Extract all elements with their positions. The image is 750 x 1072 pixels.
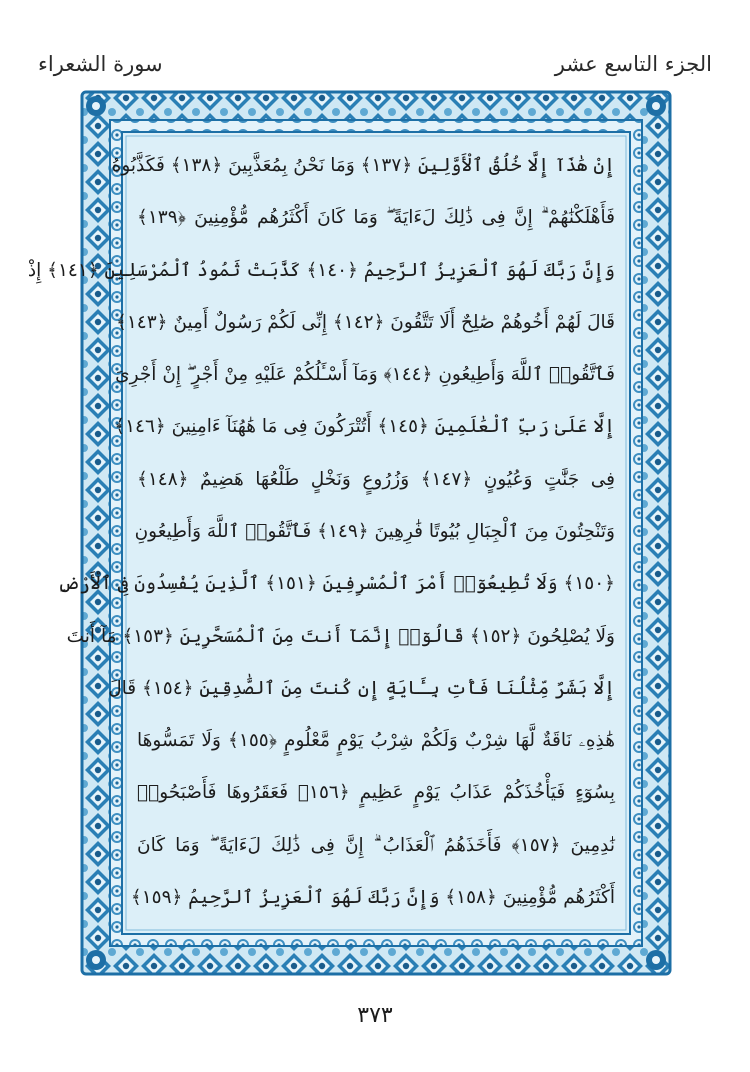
- text-line: قَالَ لَهُمْ أَخُوهُمْ صَٰلِحٌ أَلَا تَتَّقُونَ ﴿١٤٢﴾ إِنِّى لَكُمْ رَسُولٌ أَمِينٌ ﴿١٤٣﴾: [116, 311, 615, 333]
- text-line: إِلَّا بَشَرٌ مِّثْلُنَا فَأْتِ بِـَٔايَةٍ إِن كُنتَ مِنَ ٱلصَّٰدِقِينَ ﴿١٥٤﴾ قَالَ: [108, 677, 615, 699]
- text-line: نَٰدِمِينَ ﴿١٥٧﴾ فَأَخَذَهُمُ ٱلْعَذَابُ ۗ إِنَّ فِى ذَٰلِكَ لَءَايَةً ۖ وَمَا كَانَ: [137, 834, 615, 856]
- text-line: بِسُوٓءٍ فَيَأْخُذَكُمْ عَذَابُ يَوْمٍ عَظِيمٍ ﴿١٥٦﴾ فَعَقَرُوهَا فَأَصْبَحُوا۟: [137, 782, 616, 804]
- text-line: هَٰذِهِۦ نَاقَةٌ لَّهَا شِرْبٌ وَلَكُمْ شِرْبُ يَوْمٍ مَّعْلُومٍ ﴿١٥٥﴾ وَلَا تَمَسُّوهَا: [137, 730, 615, 752]
- page-number: ٣٧٣: [357, 1003, 393, 1028]
- text-line: فَأَهْلَكْنَٰهُمْ ۗ إِنَّ فِى ذَٰلِكَ لَءَايَةً ۖ وَمَا كَانَ أَكْثَرُهُم مُّؤْمِنِينَ ﴿١٣٩﴾: [137, 207, 615, 229]
- text-line: وَلَا يُصْلِحُونَ ﴿١٥٢﴾ قَالُوٓا۟ إِنَّمَآ أَنتَ مِنَ ٱلْمُسَحَّرِينَ ﴿١٥٣﴾ مَآ أَنتَ: [66, 625, 615, 647]
- text-line: إِلَّا عَلَىٰ رَبِّ ٱلْعَٰلَمِينَ ﴿١٤٥﴾ أَتُتْرَكُونَ فِى مَا هَٰهُنَآ ءَامِنِينَ ﴿١٤٦﴾: [114, 416, 615, 438]
- text-line: أَكْثَرُهُم مُّؤْمِنِينَ ﴿١٥٨﴾ وَإِنَّ رَبَّكَ لَهُوَ ٱلْعَزِيزُ ٱلرَّحِيمُ ﴿١٥٩﴾: [130, 886, 615, 908]
- text-line: فِى جَنَّٰتٍ وَعُيُونٍ ﴿١٤٧﴾ وَزُرُوعٍ وَنَخْلٍ طَلْعُهَا هَضِيمٌ ﴿١٤٨﴾: [137, 468, 615, 490]
- text-line: ﴿١٥٠﴾ وَلَا تُطِيعُوٓا۟ أَمْرَ ٱلْمُسْرِفِينَ ﴿١٥١﴾ ٱلَّذِينَ يُفْسِدُونَ فِى ٱلْأَرْضِ: [57, 573, 615, 595]
- surah-label: سورة الشعراء: [38, 52, 163, 76]
- text-line: وَإِنَّ رَبَّكَ لَهُوَ ٱلْعَزِيزُ ٱلرَّحِيمُ ﴿١٤٠﴾ كَذَّبَتْ ثَمُودُ ٱلْمُرْسَلِينَ ﴿١٤١﴾ إِذْ: [27, 259, 615, 281]
- text-line: فَٱتَّقُوا۟ ٱللَّهَ وَأَطِيعُونِ ﴿١٤٤﴾ وَمَآ أَسْـَٔلُكُمْ عَلَيْهِ مِنْ أَجْرٍ ۖ إِنْ أَجْرِىَ: [115, 364, 615, 386]
- text-line: وَتَنْحِتُونَ مِنَ ٱلْجِبَالِ بُيُوتًا فَٰرِهِينَ ﴿١٤٩﴾ فَٱتَّقُوا۟ ٱللَّهَ وَأَطِيعُونِ: [134, 520, 615, 542]
- quran-text-block: [27, 150, 616, 922]
- juz-label: الجزء التاسع عشر: [554, 52, 712, 76]
- text-line: إِنْ هَٰذَآ إِلَّا خُلُقُ ٱلْأَوَّلِينَ ﴿١٣٧﴾ وَمَا نَحْنُ بِمُعَذَّبِينَ ﴿١٣٨﴾ فَكَذَّبُوهُ: [111, 155, 615, 176]
